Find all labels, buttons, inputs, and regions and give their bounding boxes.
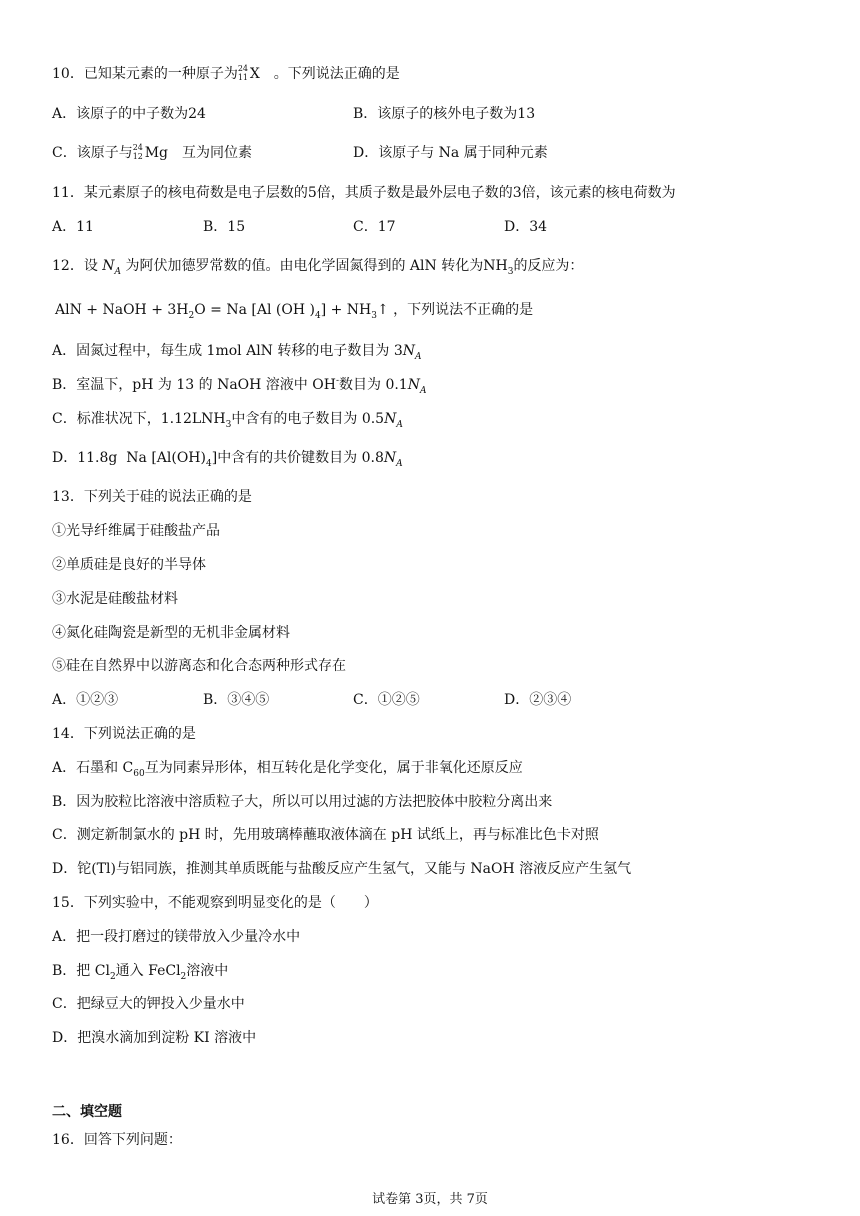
q13-statement-2: ②单质硅是良好的半导体 bbox=[52, 557, 206, 573]
q13-statement-4: ④氮化硅陶瓷是新型的无机非金属材料 bbox=[52, 625, 290, 641]
q12-option-d: D．11.8g Na $[Al(OH)_4]$中含有的共价键数目为 $0.8N_A$ bbox=[52, 450, 403, 469]
q14-stem: 14．下列说法正确的是 bbox=[52, 726, 196, 742]
q13-option-c: C．①②⑤ bbox=[353, 692, 420, 708]
q12-option-c: C．标准状况下，$1.12LNH_3$中含有的电子数目为 $0.5N_A$ bbox=[52, 411, 403, 430]
q13-statement-3: ③水泥是硅酸盐材料 bbox=[52, 591, 178, 607]
q10-option-b: B．该原子的核外电子数为13 bbox=[353, 106, 536, 122]
q11-option-c: C．17 bbox=[353, 219, 396, 235]
q11-stem: 11．某元素原子的核电荷数是电子层数的5倍，其质子数是最外层电子数的3倍，该元素的核电荷数为 bbox=[52, 185, 676, 201]
q16-stem: 16．回答下列问题： bbox=[52, 1132, 182, 1148]
q12-stem: 12．设 $N_A$ 为阿伏加德罗常数的值。由电化学固氮得到的 AlN 转化为$NH_3$的反应为： bbox=[52, 258, 584, 277]
q13-option-b: B．③④⑤ bbox=[203, 692, 270, 708]
q10-option-c: C．该原子与 24 12 Mg 互为同位素 bbox=[52, 143, 253, 161]
q15-option-c: C．把绿豆大的钾投入少量水中 bbox=[52, 996, 245, 1012]
q13-stem: 13．下列关于硅的说法正确的是 bbox=[52, 489, 252, 505]
q12-equation: AlN + NaOH + $3H_2O = Na$ [Al (OH )$_4$] + $NH_3↑$ ，下列说法不正确的是 bbox=[55, 302, 534, 321]
q11-option-a: A．11 bbox=[52, 219, 94, 235]
q14-option-c: C．测定新制氯水的 pH 时，先用玻璃棒蘸取液体滴在 pH 试纸上，再与标准比色卡对照 bbox=[52, 827, 599, 843]
q13-statement-5: ⑤硅在自然界中以游离态和化合态两种形式存在 bbox=[52, 658, 346, 674]
page-footer: 试卷第 3页，共 7页 bbox=[372, 1192, 488, 1207]
q15-option-a: A．把一段打磨过的镁带放入少量冷水中 bbox=[52, 929, 301, 945]
q12-option-b: B．室温下，pH 为 13 的 NaOH 溶液中 OH-数目为 $0.1N_A$ bbox=[52, 376, 427, 396]
q13-option-a: A．①②③ bbox=[52, 692, 119, 708]
q10-option-a: A．该原子的中子数为24 bbox=[52, 106, 206, 122]
q12-option-a: A．固氮过程中，每生成 1mol AlN 转移的电子数目为 $3N_A$ bbox=[52, 343, 422, 362]
q13-statement-1: ①光导纤维属于硅酸盐产品 bbox=[52, 523, 220, 539]
q14-option-b: B．因为胶粒比溶液中溶质粒子大，所以可以用过滤的方法把胶体中胶粒分离出来 bbox=[52, 794, 553, 810]
q13-option-d: D．②③④ bbox=[504, 692, 572, 708]
q14-option-d: D．铊(Tl)与铝同族，推测其单质既能与盐酸反应产生氢气，又能与 NaOH 溶液反应产生氢气 bbox=[52, 861, 632, 877]
q11-option-b: B．15 bbox=[203, 219, 246, 235]
q15-stem: 15．下列实验中，不能观察到明显变化的是（ ） bbox=[52, 895, 378, 911]
section-title-fill-in: 二、填空题 bbox=[52, 1104, 122, 1120]
q14-option-a: A．石墨和 $C_{60}$互为同素异形体，相互转化是化学变化，属于非氧化还原反应 bbox=[52, 760, 523, 779]
q10-option-d: D．该原子与 Na 属于同种元素 bbox=[353, 145, 548, 161]
isotope-notation-mg: 24 12 bbox=[132, 143, 143, 161]
isotope-notation: 24 11 bbox=[237, 64, 249, 82]
q15-option-b: B．把 $Cl_2$通入 FeCl$_2$溶液中 bbox=[52, 963, 229, 982]
q15-option-d: D．把溴水滴加到淀粉 KI 溶液中 bbox=[52, 1030, 257, 1046]
q11-option-d: D．34 bbox=[504, 219, 548, 235]
q10-stem: 10．已知某元素的一种原子为 24 11 X 。下列说法正确的是 bbox=[52, 64, 400, 82]
